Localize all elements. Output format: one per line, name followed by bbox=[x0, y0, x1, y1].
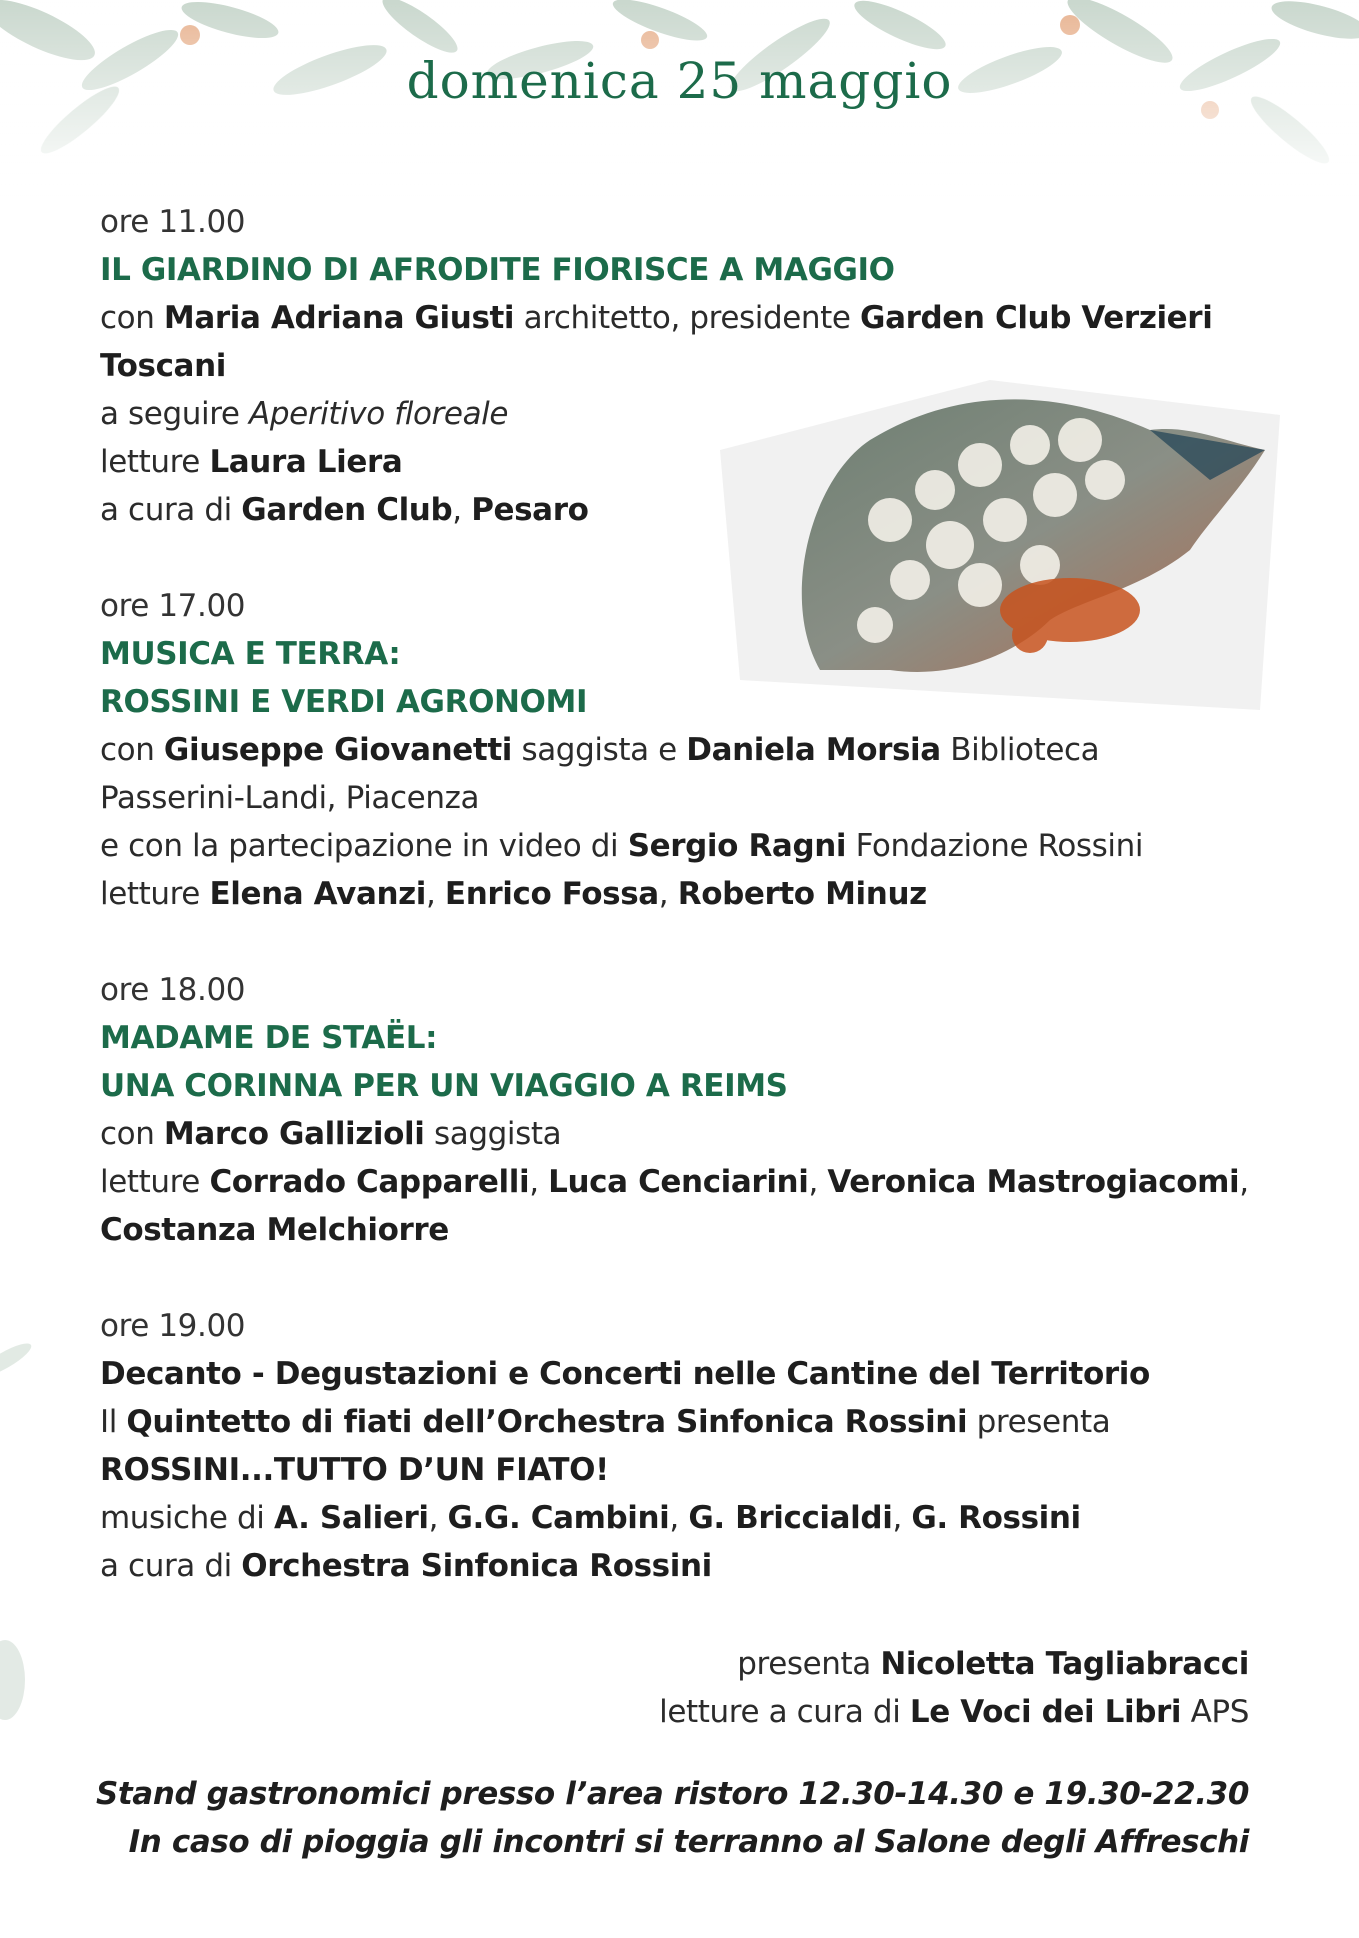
bold-text: Garden Club Verzieri bbox=[860, 300, 1213, 336]
text-segment: , bbox=[452, 492, 472, 528]
bold-text: Corrado Capparelli bbox=[209, 1164, 530, 1200]
text-segment: a cura di bbox=[100, 1548, 242, 1584]
bold-text: Veronica Mastrogiacomi bbox=[827, 1164, 1240, 1200]
text-segment: , bbox=[669, 1500, 689, 1536]
bold-text: Garden Club bbox=[241, 492, 453, 528]
event-detail-line bbox=[100, 822, 1280, 870]
program-event bbox=[100, 1302, 1280, 1590]
bold-text: Giuseppe Giovanetti bbox=[163, 732, 512, 768]
event-time: ore 18.00 bbox=[100, 972, 246, 1008]
text-segment: Fondazione Rossini bbox=[846, 828, 1144, 864]
text-segment: Il bbox=[100, 1404, 127, 1440]
text-segment: , bbox=[658, 876, 678, 912]
event-detail-line bbox=[100, 870, 1280, 918]
credits bbox=[659, 1640, 1249, 1736]
bold-text: Maria Adriana Giusti bbox=[163, 300, 515, 336]
event-detail-line bbox=[100, 1542, 1280, 1590]
bold-text: Costanza Melchiorre bbox=[100, 1212, 449, 1248]
event-time: ore 11.00 bbox=[100, 204, 246, 240]
bold-text: Sergio Ragni bbox=[627, 828, 847, 864]
event-title: UNA CORINNA PER UN VIAGGIO A REIMS bbox=[100, 1068, 788, 1104]
event-title: IL GIARDINO DI AFRODITE FIORISCE A MAGGIO bbox=[100, 252, 895, 288]
italic-text: Aperitivo floreale bbox=[249, 396, 509, 432]
bold-text: Pesaro bbox=[471, 492, 589, 528]
bold-text: G. Rossini bbox=[911, 1500, 1081, 1536]
bold-text: Le Voci dei Libri bbox=[909, 1694, 1182, 1730]
event-detail-line bbox=[100, 1494, 1280, 1542]
event-detail-line bbox=[100, 342, 1280, 390]
text-segment: architetto, presidente bbox=[514, 300, 861, 336]
credit-line bbox=[659, 1640, 1249, 1688]
event-title: MADAME DE STAËL: bbox=[100, 1020, 438, 1056]
text-segment: e con la partecipazione in video di bbox=[100, 828, 628, 864]
event-detail-line bbox=[100, 1350, 1280, 1398]
bold-text: Toscani bbox=[100, 348, 226, 384]
program-event bbox=[100, 198, 1280, 534]
event-detail-line bbox=[100, 1398, 1280, 1446]
bold-text: G.G. Cambini bbox=[447, 1500, 670, 1536]
event-title: MUSICA E TERRA: bbox=[100, 636, 401, 672]
text-segment: Passerini-Landi, Piacenza bbox=[100, 780, 480, 816]
event-date-heading: domenica 25 maggio bbox=[406, 52, 953, 110]
note-line: In caso di pioggia gli incontri si terranno al Salone degli Affreschi bbox=[128, 1824, 1249, 1860]
event-detail-line bbox=[100, 390, 1280, 438]
note-line: Stand gastronomici presso l’area ristoro 12.30-14.30 e 19.30-22.30 bbox=[95, 1776, 1249, 1812]
text-segment: , bbox=[1239, 1164, 1249, 1200]
bold-text: A. Salieri bbox=[273, 1500, 429, 1536]
event-detail-line bbox=[100, 1158, 1280, 1206]
text-segment: presenta bbox=[967, 1404, 1111, 1440]
bold-text: Elena Avanzi bbox=[209, 876, 426, 912]
text-segment: letture bbox=[100, 876, 210, 912]
event-detail-line bbox=[100, 486, 1280, 534]
bold-text: Quintetto di fiati dell’Orchestra Sinfonica Rossini bbox=[126, 1404, 968, 1440]
bold-text: Marco Gallizioli bbox=[163, 1116, 425, 1152]
event-time: ore 17.00 bbox=[100, 588, 246, 624]
bold-text: Decanto - Degustazioni e Concerti nelle Cantine del Territorio bbox=[100, 1356, 1150, 1392]
event-title: ROSSINI E VERDI AGRONOMI bbox=[100, 684, 588, 720]
text-segment: saggista bbox=[424, 1116, 562, 1152]
bold-text: Roberto Minuz bbox=[677, 876, 927, 912]
text-segment: a cura di bbox=[100, 492, 242, 528]
program-list bbox=[100, 198, 1280, 1638]
bold-text: Laura Liera bbox=[209, 444, 403, 480]
text-segment: a seguire bbox=[100, 396, 250, 432]
text-segment: presenta bbox=[737, 1646, 881, 1682]
program-event bbox=[100, 582, 1280, 918]
text-segment: Biblioteca bbox=[940, 732, 1100, 768]
bold-text: Nicoletta Tagliabracci bbox=[880, 1646, 1249, 1682]
text-segment: musiche di bbox=[100, 1500, 274, 1536]
text-segment: con bbox=[100, 1116, 164, 1152]
bold-text: G. Briccialdi bbox=[688, 1500, 893, 1536]
bold-text: Enrico Fossa bbox=[444, 876, 659, 912]
event-detail-line bbox=[100, 1206, 1280, 1254]
text-segment: , bbox=[892, 1500, 912, 1536]
text-segment: , bbox=[426, 876, 445, 912]
event-detail-line bbox=[100, 774, 1280, 822]
bold-text: Daniela Morsia bbox=[686, 732, 941, 768]
text-segment: APS bbox=[1181, 1694, 1249, 1730]
text-segment: , bbox=[808, 1164, 828, 1200]
program-event bbox=[100, 966, 1280, 1254]
event-detail-line bbox=[100, 438, 1280, 486]
text-segment: , bbox=[529, 1164, 549, 1200]
bold-text: Orchestra Sinfonica Rossini bbox=[241, 1548, 712, 1584]
text-segment: , bbox=[428, 1500, 448, 1536]
event-detail-line bbox=[100, 1446, 1280, 1494]
credit-line bbox=[659, 1688, 1249, 1736]
event-time: ore 19.00 bbox=[100, 1308, 246, 1344]
event-detail-line bbox=[100, 1110, 1280, 1158]
text-segment: letture bbox=[100, 444, 210, 480]
text-segment: saggista e bbox=[512, 732, 687, 768]
event-detail-line bbox=[100, 726, 1280, 774]
bold-text: ROSSINI...TUTTO D’UN FIATO! bbox=[100, 1452, 609, 1488]
text-segment: con bbox=[100, 732, 164, 768]
text-segment: letture bbox=[100, 1164, 210, 1200]
leaf-decoration-left bbox=[0, 1300, 40, 1730]
practical-notes bbox=[96, 1770, 1249, 1866]
bold-text: Luca Cenciarini bbox=[548, 1164, 809, 1200]
text-segment: letture a cura di bbox=[659, 1694, 910, 1730]
text-segment: con bbox=[100, 300, 164, 336]
event-detail-line bbox=[100, 294, 1280, 342]
